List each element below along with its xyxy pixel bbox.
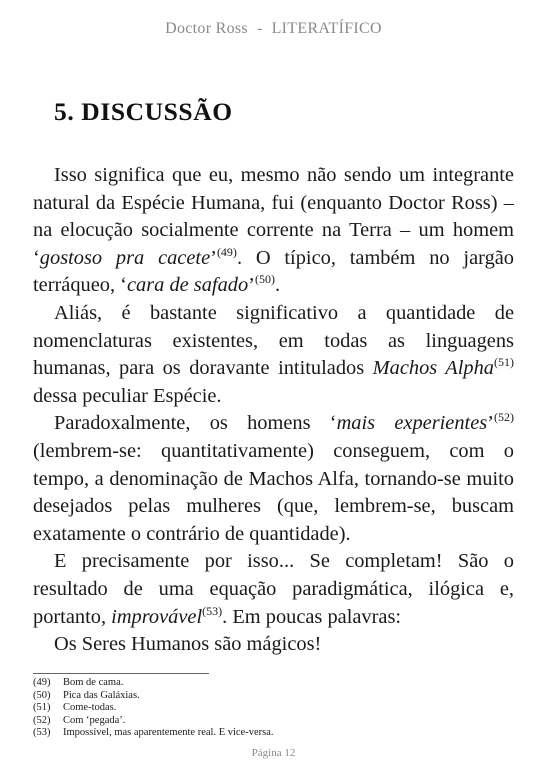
footnote-item <box>33 715 503 728</box>
footnote-ref-49: (49) <box>216 244 237 259</box>
p1-text: Isso significa que eu, mesmo não sendo um integrante natural da Espécie Humana, fui (enquanto Doctor Ross) – na elocução socialmente corrente na Terra – um homem ‘ <box>33 164 514 269</box>
p2-text: dessa peculiar Espécie. <box>33 384 222 407</box>
footnote-number: (52) <box>33 714 51 726</box>
footnote-item <box>33 702 503 715</box>
footnote-number: (51) <box>33 702 51 714</box>
footnote-item <box>33 690 503 703</box>
page-number: Página 12 <box>251 747 296 759</box>
footnote-text: Com ‘pegada’. <box>63 714 126 726</box>
p2-emphasis: Machos Alpha <box>372 357 495 380</box>
footnotes <box>33 677 503 740</box>
p1-emphasis: gostoso pra cacete <box>39 246 211 269</box>
footnote-number: (49) <box>33 677 51 688</box>
header-publisher: LITERATÍFICO <box>271 20 382 37</box>
body-text <box>33 162 514 659</box>
p4-text: E precisamente por isso... Se completam! São o resultado de uma equação paradigmática, ilógica e, portanto, <box>33 550 514 628</box>
footnote-ref-53: (53) <box>202 603 223 618</box>
footnote-text: Pica das Galáxias. <box>63 689 140 701</box>
p1-emphasis: cara de safado <box>126 274 249 297</box>
p3-text: ’ <box>487 412 494 435</box>
footnote-divider <box>33 673 209 674</box>
p3-text: Paradoxalmente, os homens ‘ <box>54 412 337 435</box>
paragraph-1 <box>33 162 514 300</box>
footnote-text: Impossível, mas aparentemente real. E vice-versa. <box>63 727 274 739</box>
p5-text: Os Seres Humanos são mágicos! <box>54 633 322 656</box>
paragraph-3 <box>33 410 514 548</box>
header-author: Doctor Ross <box>165 20 248 37</box>
chapter-title: 5. DISCUSSÃO <box>54 97 233 126</box>
p1-text: ’ <box>210 246 217 269</box>
p4-emphasis: improvável <box>111 605 203 628</box>
paragraph-2 <box>33 300 514 410</box>
p1-text: . O típico, também no jargão terráqueo, ‘ <box>33 246 515 297</box>
footnote-item <box>33 677 503 690</box>
p3-emphasis: mais experientes <box>336 412 488 435</box>
footnote-ref-50: (50) <box>254 272 275 287</box>
p3-text: (lembrem-se: quantitativamente) conseguem, com o tempo, a denominação de Machos Alfa, tornando-se muito desejados pelas mulheres (que, lembrem-se, buscam exatamente o contrário de quantidade). <box>33 439 514 545</box>
header-separator: - <box>256 20 263 37</box>
footnote-number: (50) <box>33 689 51 701</box>
p1-text: . <box>274 274 281 297</box>
footnote-text: Come-todas. <box>63 702 117 714</box>
paragraph-4 <box>33 548 514 631</box>
footnote-item <box>33 727 503 740</box>
footnote-text: Bom de cama. <box>63 677 124 688</box>
footnote-ref-51: (51) <box>494 355 515 370</box>
p1-text: ’ <box>248 274 255 297</box>
paragraph-5 <box>33 631 514 659</box>
p2-text: Aliás, é bastante significativo a quantidade de nomenclaturas existentes, em todas as linguagens humanas, para os doravante intitulados <box>33 301 514 380</box>
running-header <box>0 20 547 38</box>
footnote-number: (53) <box>33 727 51 739</box>
p4-text: . Em poucas palavras: <box>222 605 402 628</box>
footnote-ref-52: (52) <box>494 410 514 425</box>
